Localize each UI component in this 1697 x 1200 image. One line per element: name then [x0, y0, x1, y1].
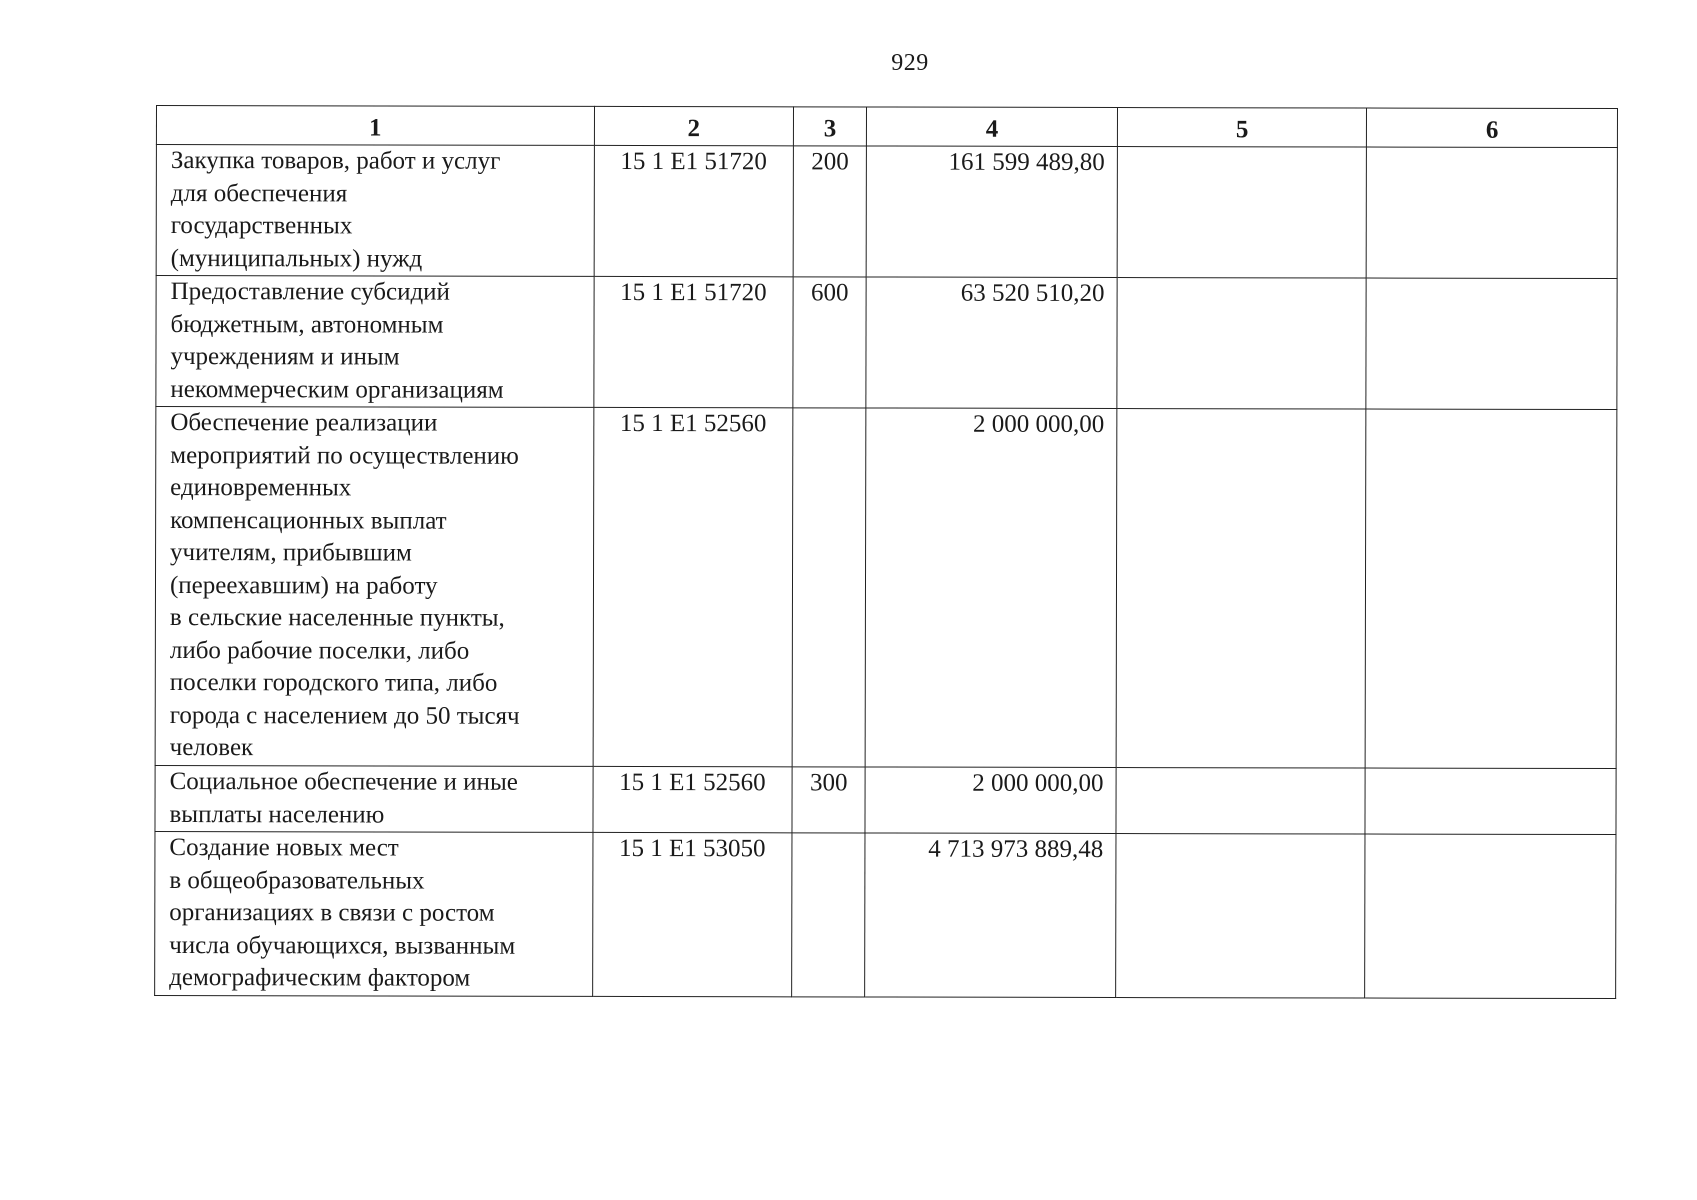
row-code: 15 1 E1 51720 [594, 276, 793, 407]
table-row [156, 145, 1617, 279]
table-row [155, 765, 1616, 834]
row-amount: 2 000 000,00 [865, 767, 1116, 834]
header-col-6: 6 [1367, 108, 1618, 148]
header-col-2: 2 [594, 106, 793, 145]
header-col-1: 1 [156, 106, 594, 146]
row-col5 [1116, 768, 1366, 835]
row-type [792, 833, 866, 997]
row-amount: 63 520 510,20 [866, 277, 1117, 409]
row-col6 [1366, 278, 1617, 410]
table-row [155, 407, 1617, 769]
row-code: 15 1 E1 52560 [593, 766, 792, 832]
row-col6 [1367, 147, 1618, 279]
row-name: Закупка товаров, работ и услуг для обеспечения государственных (муниципальных) нужд [156, 145, 594, 277]
table-row [156, 276, 1617, 410]
row-type: 300 [792, 767, 866, 833]
row-type: 600 [793, 277, 867, 408]
row-col5 [1117, 147, 1367, 279]
row-type: 200 [793, 146, 867, 277]
table-row [155, 831, 1616, 998]
row-name: Обеспечение реализации мероприятий по осуществлению единовременных компенсационных выплат учителям, прибывшим (переехавшим) на работу в сельские населенные пункты, либо рабочие поселки, либо поселки городского типа, либо города с населением до 50 тысяч человек [155, 407, 593, 767]
budget-table [154, 105, 1618, 999]
row-amount: 4 713 973 889,48 [865, 833, 1116, 998]
header-col-3: 3 [793, 107, 867, 146]
header-col-5: 5 [1117, 108, 1367, 148]
row-type [792, 408, 866, 767]
table-header-row [156, 106, 1617, 148]
row-col6 [1365, 834, 1616, 999]
row-col5 [1116, 834, 1366, 999]
row-code: 15 1 E1 51720 [594, 145, 793, 276]
row-col5 [1116, 409, 1366, 769]
header-col-4: 4 [867, 107, 1118, 147]
row-name: Социальное обеспечение и иные выплаты населению [155, 765, 593, 832]
row-code: 15 1 E1 53050 [592, 832, 792, 996]
row-code: 15 1 E1 52560 [593, 407, 793, 766]
row-amount: 2 000 000,00 [865, 408, 1116, 768]
row-col5 [1117, 278, 1367, 410]
page-number: 929 [891, 50, 929, 76]
row-col6 [1366, 409, 1617, 769]
row-name: Создание новых мест в общеобразовательных организациях в связи с ростом числа обучающихся, вызванным демографическим фактором [155, 831, 593, 996]
row-amount: 161 599 489,80 [866, 146, 1117, 278]
row-name: Предоставление субсидий бюджетным, автономным учреждениям и иным некоммерческим организациям [156, 276, 594, 408]
row-col6 [1365, 768, 1616, 835]
